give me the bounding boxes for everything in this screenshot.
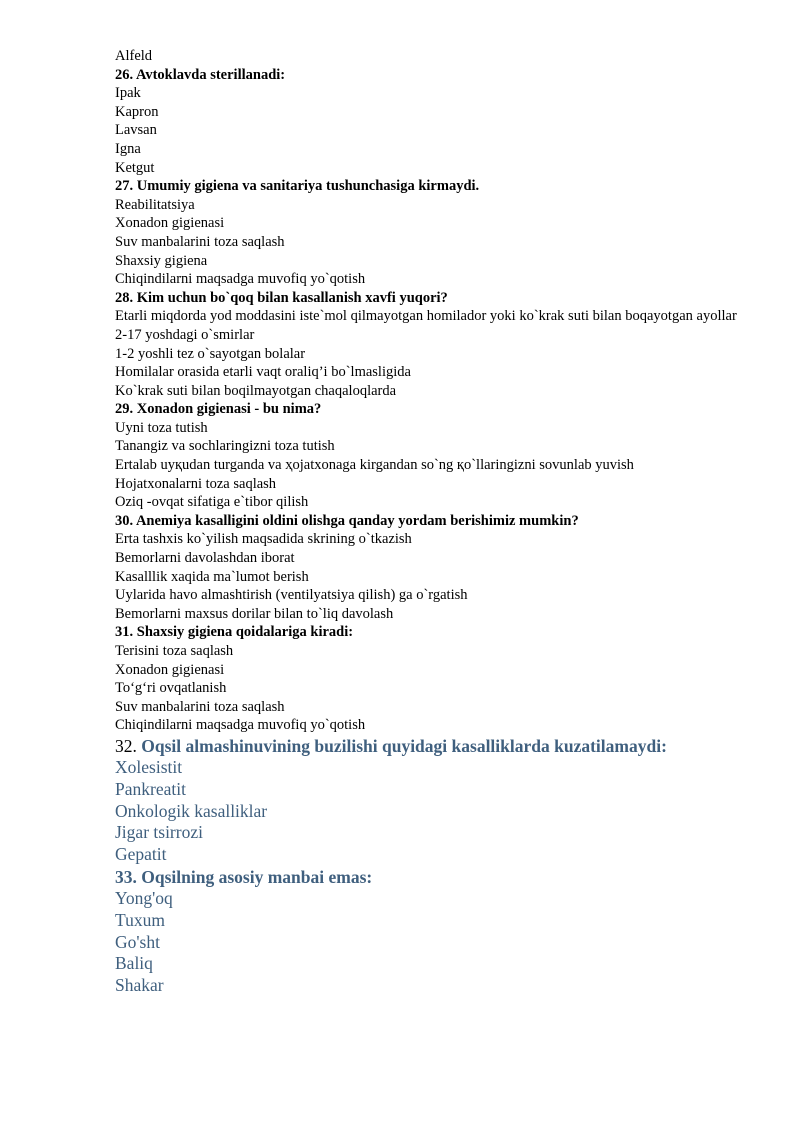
answer-option: Kapron bbox=[115, 103, 159, 120]
question-31 bbox=[115, 623, 743, 735]
answer-option: Erta tashxis ko`yilish maqsadida skrining o`tkazish bbox=[115, 531, 412, 548]
answer-option: Lavsan bbox=[115, 122, 157, 139]
answer-option: Uyni toza tutish bbox=[115, 419, 208, 436]
answer-option: Toʻgʻri ovqatlanish bbox=[115, 680, 227, 697]
question-28 bbox=[115, 289, 743, 401]
answer-option: Baliq bbox=[115, 953, 153, 974]
answer-option: Ertalab uyқudan turganda va ҳojatxonaga kirgandan so`ng қo`llaringizni sovunlab yuvish bbox=[115, 457, 634, 474]
answer-option: 1-2 yoshli tez o`sayotgan bolalar bbox=[115, 345, 306, 362]
document-page bbox=[115, 47, 743, 997]
answer-option: Kasalllik xaqida ma`lumot berish bbox=[115, 568, 309, 585]
answer-option: Igna bbox=[115, 140, 141, 157]
answer-option: Shakar bbox=[115, 975, 164, 996]
answer-option: 2-17 yoshdagi o`smirlar bbox=[115, 326, 255, 343]
question-title: 28. Kim uchun bo`qoq bilan kasallanish xavfi yuqori? bbox=[115, 289, 448, 306]
question-title bbox=[115, 735, 743, 757]
question-title bbox=[115, 866, 743, 888]
answer-option: Oziq -ovqat sifatiga e`tibor qilish bbox=[115, 494, 309, 511]
answer-option: Bemorlarni maxsus dorilar bilan to`liq davolash bbox=[115, 605, 394, 622]
question-title: 31. Shaxsiy gigiena qoidalariga kiradi: bbox=[115, 624, 354, 641]
question-27 bbox=[115, 177, 743, 289]
question-30 bbox=[115, 512, 743, 624]
answer-option: Ipak bbox=[115, 85, 141, 102]
answer-option: Yong'oq bbox=[115, 887, 173, 908]
answer-option: Reabilitatsiya bbox=[115, 196, 195, 213]
question-text: Oqsilning asosiy manbai emas: bbox=[141, 866, 373, 887]
answer-option: Chiqindilarni maqsadga muvofiq yo`qotish bbox=[115, 271, 366, 288]
question-title: 29. Xonadon gigienasi - bu nima? bbox=[115, 401, 322, 418]
answer-option: Xolesistit bbox=[115, 756, 183, 777]
answer-option: Gepatit bbox=[115, 844, 167, 865]
answer-option: Bemorlarni davolashdan iborat bbox=[115, 550, 295, 567]
question-title: 26. Avtoklavda sterillanadi: bbox=[115, 66, 286, 83]
question-number: 32. bbox=[115, 735, 137, 756]
answer-option: Xonadon gigienasi bbox=[115, 215, 225, 232]
answer-option: Etarli miqdorda yod moddasini iste`mol qilmayotgan homilador yoki ko`krak suti bilan boqayotgan ayollar bbox=[115, 308, 737, 325]
question-title: 30. Anemiya kasalligini oldini olishga qanday yordam berishimiz mumkin? bbox=[115, 512, 579, 529]
question-text: Oqsil almashinuvining buzilishi quyidagi kasalliklarda kuzatilamaydi: bbox=[141, 735, 667, 756]
answer-option: Suv manbalarini toza saqlash bbox=[115, 233, 285, 250]
answer-option: Tanangiz va sochlaringizni toza tutish bbox=[115, 438, 335, 455]
answer-option: Ketgut bbox=[115, 159, 155, 176]
answer-option: Go'sht bbox=[115, 931, 160, 952]
question-29 bbox=[115, 400, 743, 512]
question-26 bbox=[115, 66, 743, 178]
answer-option: Tuxum bbox=[115, 909, 165, 930]
answer-option: Terisini toza saqlash bbox=[115, 643, 234, 659]
answer-option: Shaxsiy gigiena bbox=[115, 252, 208, 269]
question-number: 33. bbox=[115, 866, 137, 887]
answer-option: Uylarida havo almashtirish (ventilyatsiya qilish) ga o`rgatish bbox=[115, 587, 468, 604]
answer-option: Suv manbalarini toza saqlash bbox=[115, 698, 285, 715]
answer-option: Hojatxonalarni toza saqlash bbox=[115, 475, 277, 492]
answer-option: Ko`krak suti bilan boqilmayotgan chaqaloqlarda bbox=[115, 382, 397, 399]
question-32 bbox=[115, 735, 743, 866]
answer-option: Xonadon gigienasi bbox=[115, 661, 225, 678]
question-title: 27. Umumiy gigiena va sanitariya tushunchasiga kirmaydi. bbox=[115, 178, 480, 195]
answer-option: Jigar tsirrozi bbox=[115, 822, 203, 843]
intro-line: Alfeld bbox=[115, 48, 153, 64]
answer-option: Chiqindilarni maqsadga muvofiq yo`qotish bbox=[115, 717, 366, 734]
answer-option: Pankreatit bbox=[115, 778, 186, 799]
answer-option: Homilalar orasida etarli vaqt oraliq’i bo`lmasligida bbox=[115, 364, 411, 381]
answer-option: Onkologik kasalliklar bbox=[115, 800, 268, 821]
question-33 bbox=[115, 866, 743, 997]
